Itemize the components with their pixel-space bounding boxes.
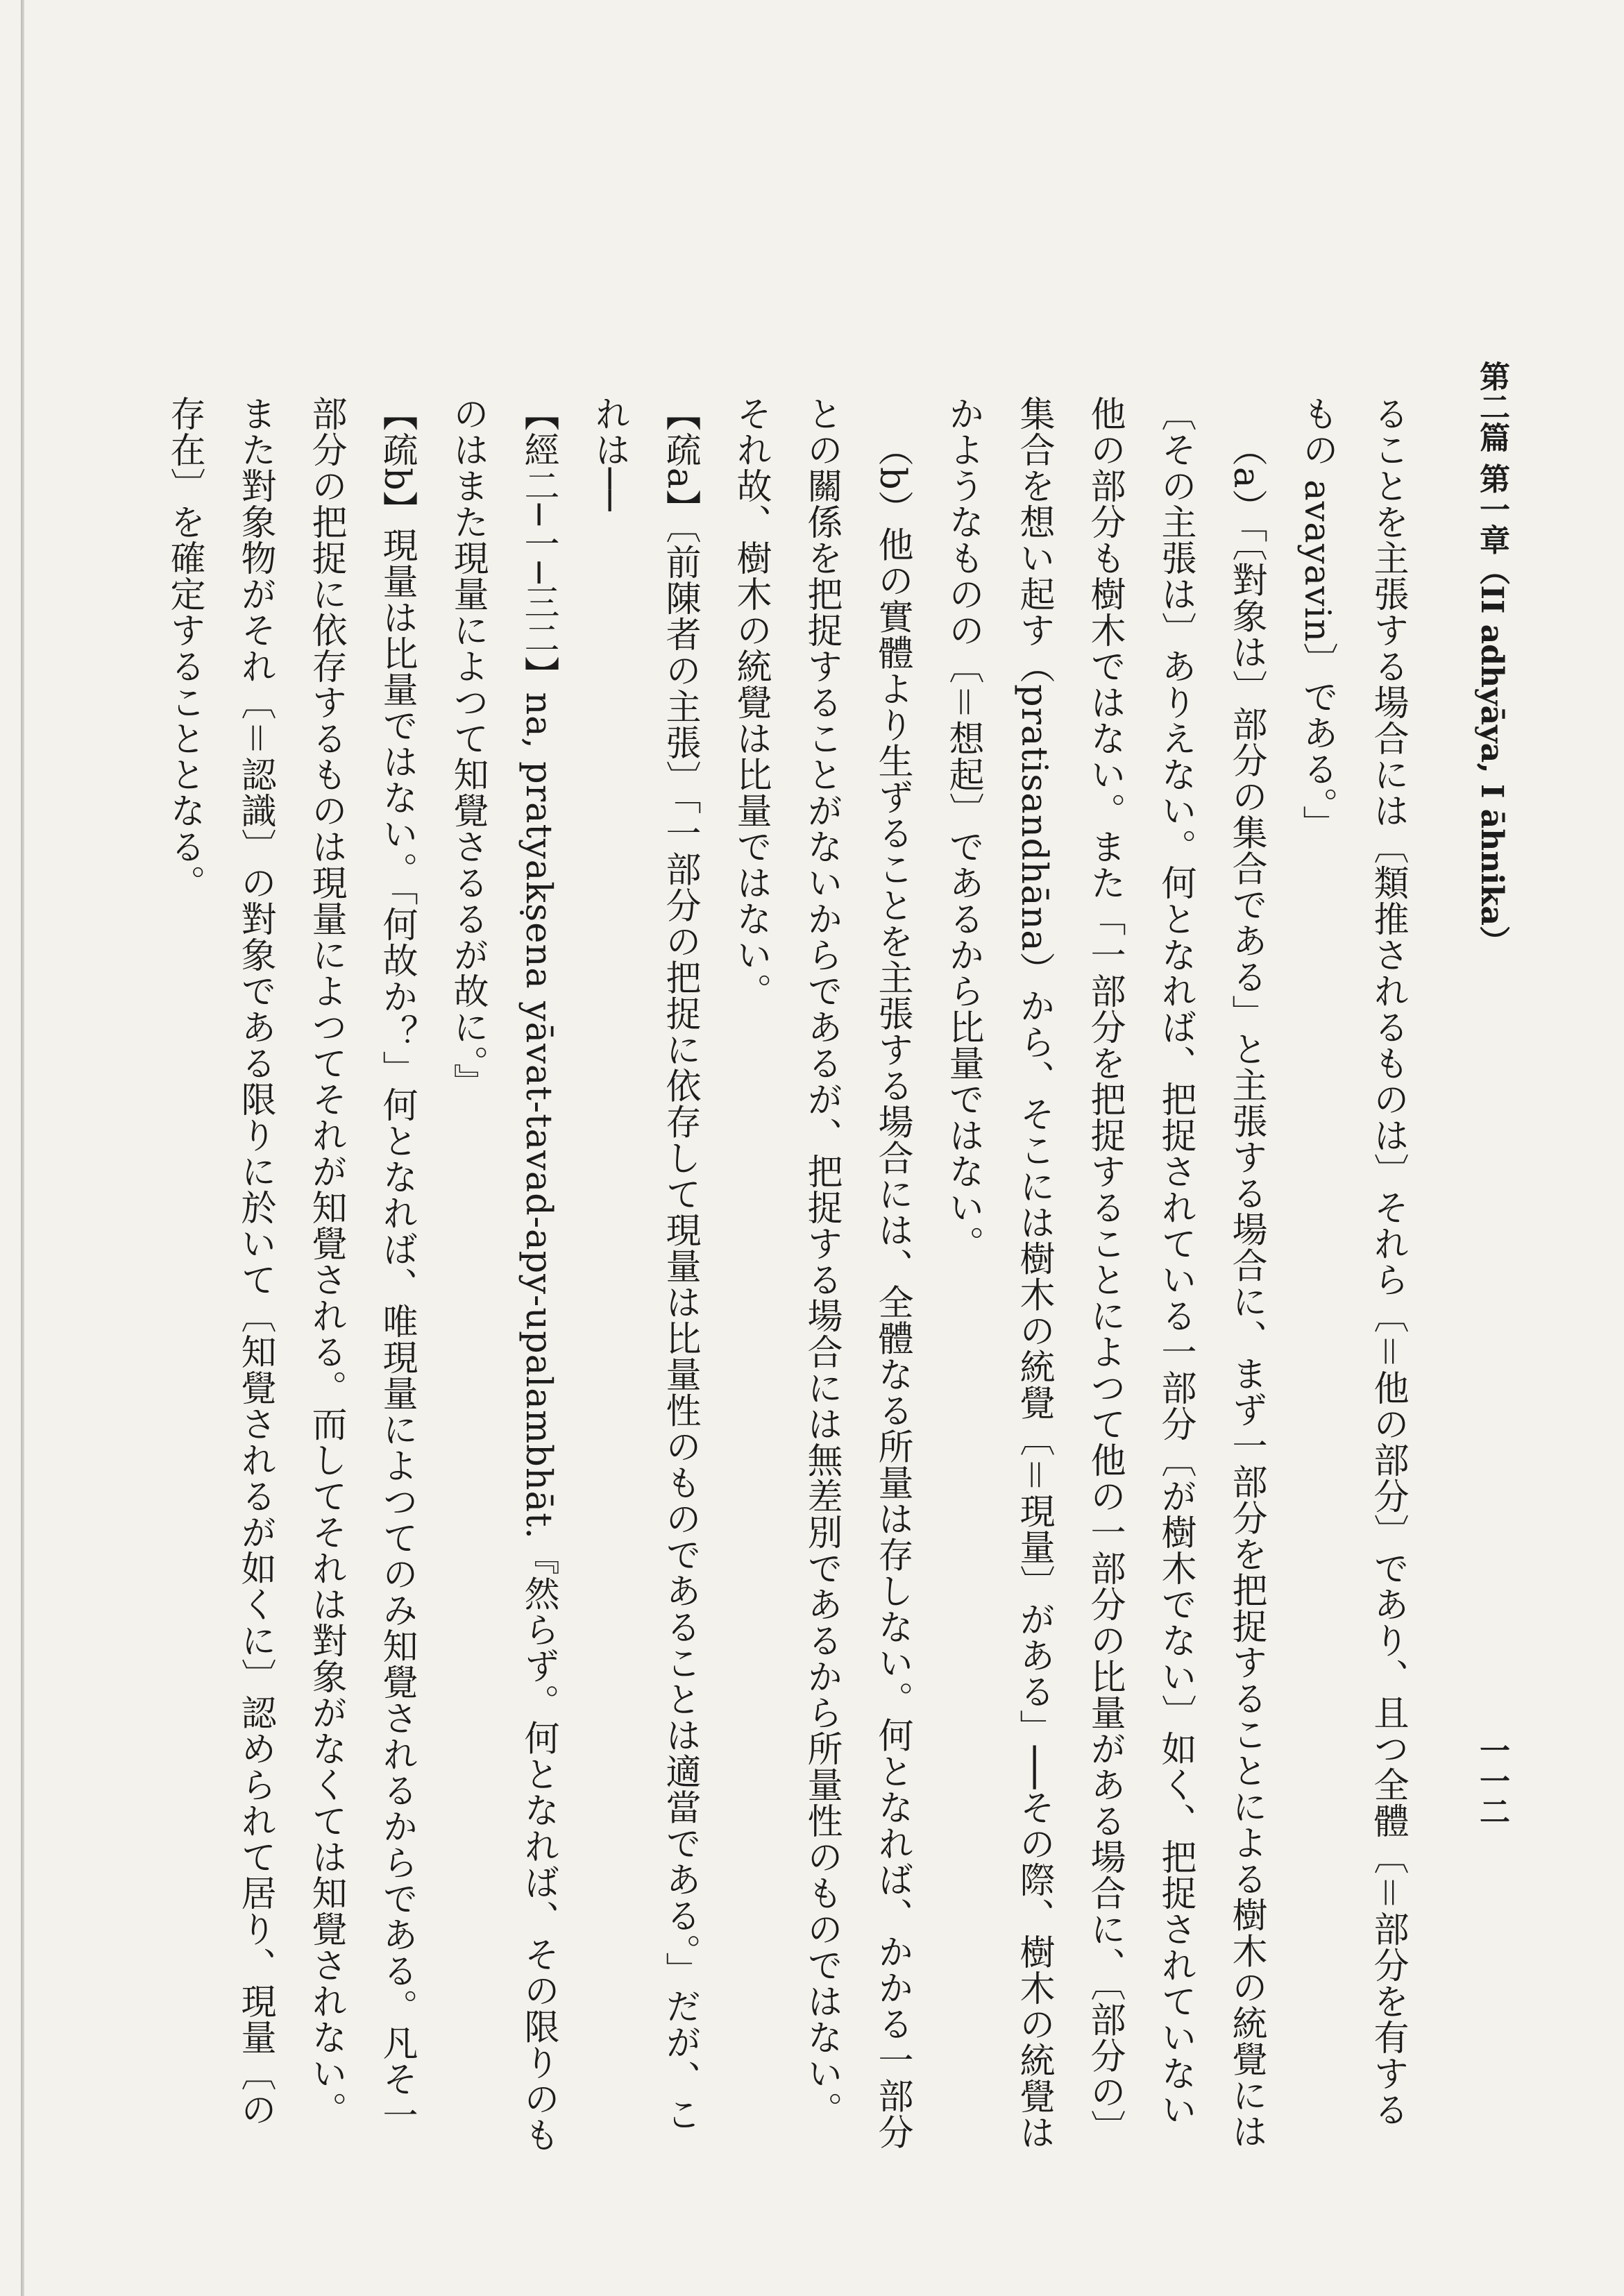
body-text <box>164 396 1423 2158</box>
paragraph-continuation: ることを主張する場合には〔類推されるものは〕それら〔＝他の部分〕であり、且つ全體〔＝部分を有するもの avayavin〕である。」 <box>1296 396 1408 2127</box>
running-head <box>1470 62 1513 2144</box>
paragraph-a: （a）「〔對象は〕部分の集合である」と主張する場合に、まず一部分を把捉することによる樹木の統覺には〔その主張は〕ありえない。何となれば、把捉されている一部分〔が樹木でない〕如く、把捉されていない他の部分も樹木ではない。また「一部分を把捉することによつて他の一部分の比量がある場合に、〔部分の〕集合を想い起す（pratisandhāna）から、そこには樹木の統覺〔＝現量〕がある」──その際、樹木の統覺はかようなものの〔＝想起〕であるから比量ではない。 <box>942 396 1267 2151</box>
page-number: 一一二 <box>1474 1735 1509 1826</box>
book-page <box>164 62 1513 2158</box>
scan-edge-shadow <box>21 0 24 2296</box>
sutra-2-1-32: 【經二─一─三二】na, pratyakṣena yāvat-tavad-apy-upalambhāt.『然らず。何となれば、その限りのものはまた現量によつて知覺さるるが故に。』 <box>447 396 559 2153</box>
paragraph-b: （b）他の實體より生ずることを主張する場合には、全體なる所量は存しない。何となれば、かかる一部分との關係を把捉することがないからであるが、把捉する場合には無差別であるから所量性のものではない。それ故、樹木の統覺は比量ではない。 <box>730 396 913 2150</box>
chapter-heading: 第二篇 第一章（II adhyāya, I āhnika） <box>1474 361 1509 956</box>
commentary-a: 【疏a】〔前陳者の主張〕「一部分の把捉に依存して現量は比量性のものであることは適當である。」だが、これは── <box>589 396 700 2132</box>
commentary-b: 【疏b】現量は比量ではない。「何故か？」何となれば、唯現量によつてのみ知覺されるからである。凡そ一部分の把捉に依存するものは現量によつてそれが知覺される。而してそれは對象がなくては知覺されない。また對象物がそれ〔＝認識〕の對象である限りに於いて〔知覺されるが如くに〕認められて居り、現量〔の存在〕を確定することとなる。 <box>164 396 417 2134</box>
